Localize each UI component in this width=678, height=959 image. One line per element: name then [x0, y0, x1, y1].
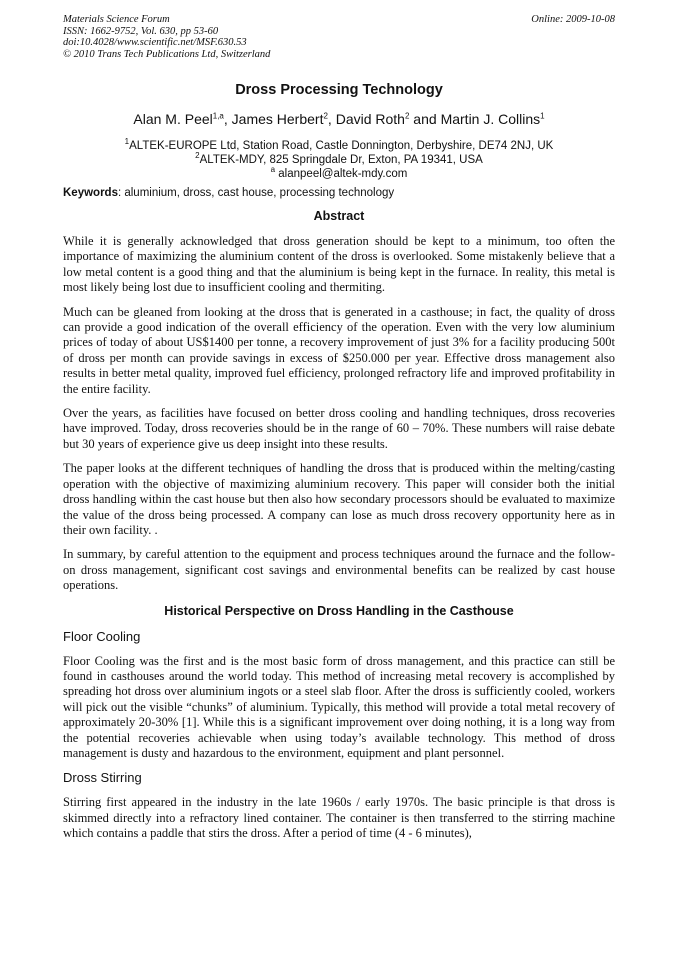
affiliation-text: ALTEK-MDY, 825 Springdale Dr, Exton, PA 19341, USA [199, 154, 483, 166]
author-superscript: 2 [323, 111, 328, 121]
affiliation-text: ALTEK-EUROPE Ltd, Station Road, Castle Donnington, Derbyshire, DE74 2NJ, UK [129, 140, 554, 152]
author: David Roth [335, 111, 405, 127]
author-separator: , [223, 111, 232, 127]
keywords-text: : aluminium, dross, cast house, processing technology [117, 187, 395, 199]
journal-name: Materials Science Forum [63, 14, 170, 25]
issn-line: ISSN: 1662-9752, Vol. 630, pp 53-60 [63, 25, 219, 37]
author-list [63, 111, 615, 127]
affiliation-list [63, 139, 615, 181]
author: Alan M. Peel [133, 111, 213, 127]
affiliation-superscript: 1 [124, 137, 130, 147]
affiliation [63, 167, 615, 181]
copyright-line: © 2010 Trans Tech Publications Ltd, Switzerland [63, 48, 271, 60]
author-email: alanpeel@altek-mdy.com [278, 168, 408, 180]
subsection-heading-floor-cooling: Floor Cooling [63, 628, 141, 644]
subsection-heading-dross-stirring: Dross Stirring [63, 770, 142, 786]
journal-header [63, 14, 615, 60]
author-superscript: 2 [404, 111, 410, 121]
abstract-paragraph: The paper looks at the different techniques of handling the dross that is produced within the melting/casting operation with the objective of maximizing aluminium recovery. This paper will consider both the initial dross handling within the cast house but then also how secondary processors should be evaluated to maximize the value of the dross being processed. A company can lose as much dross recovery opportunity here as in their own facility. . [63, 461, 615, 537]
abstract-paragraph: Much can be gleaned from looking at the dross that is generated in a casthouse; in fact, the quality of dross can provide a good indication of the overall efficiency of the operation. Even with the very low aluminium prices of today of about US$1400 per tonne, a recovery improvement of just 3% for a facility producing 500t of dross per month can provide savings in excess of $250.000 per year. Effective dross management also results in better metal quality, improved fuel efficiency, prolonged refractory life and improved profitability in the entire facility. [63, 304, 615, 396]
author-superscript: 1,a [212, 111, 224, 121]
keywords [63, 187, 615, 199]
doi-line: doi:10.4028/www.scientific.net/MSF.630.53 [63, 37, 247, 48]
affiliation [63, 153, 615, 167]
online-date: Online: 2009-10-08 [531, 14, 615, 25]
affiliation-superscript: 2 [195, 151, 200, 161]
keywords-label: Keywords [63, 187, 118, 199]
author: James Herbert [231, 111, 324, 127]
dross-stirring-paragraph: Stirring first appeared in the industry in the late 1960s / early 1970s. The basic principle is that dross is skimmed directly into a refractory lined container. The container is then transferred to the stirring machine which contains a paddle that stirs the dross. After a period of time (4 - 6 minutes), [63, 795, 615, 841]
abstract-paragraph: While it is generally acknowledged that dross generation should be kept to a minimum, too often the importance of maximizing the aluminium content of the dross is overlooked. Some mistakenly believe that a low metal content is a good thing and that the aluminium is being kept in the furnace. In reality, this metal is most likely being lost due to insufficient cooling and thermiting. [63, 234, 615, 295]
author: Martin J. Collins [440, 111, 541, 127]
author-superscript: 1 [540, 111, 545, 121]
author-separator: and [409, 111, 441, 127]
abstract-heading: Abstract [313, 209, 365, 223]
paper-title: Dross Processing Technology [235, 82, 443, 98]
section-heading: Historical Perspective on Dross Handling in the Casthouse [164, 603, 514, 618]
floor-cooling-paragraph: Floor Cooling was the first and is the most basic form of dross management, and this practice can still be found in casthouses around the world today. This method of increasing metal recovery is accomplished by spreading hot dross over aluminium ingots or a steel slab floor. After the dross is sufficiently cooled, workers will pick out the visible “chunks” of aluminium. Typically, this method will provide a total metal recovery of approximately 20-30% [1]. While this is a significant improvement over doing nothing, it is a long way from the potential recoveries achievable when using today’s available technology. This method of dross management is dusty and hazardous to the environment, equipment and plant personnel. [63, 653, 615, 760]
affiliation-superscript: a [270, 165, 276, 175]
author-separator: , [327, 111, 336, 127]
affiliation [63, 139, 615, 153]
abstract-paragraph: In summary, by careful attention to the equipment and process techniques around the furnace and the follow-on dross management, significant cost savings and environmental benefits can be realized by cast house operations. [63, 547, 615, 593]
abstract-paragraph: Over the years, as facilities have focused on better dross cooling and handling techniques, dross recoveries have improved. Today, dross recoveries should be in the range of 60 – 70%. These numbers will raise debate but 30 years of experience give us deep insight into these results. [63, 406, 615, 451]
